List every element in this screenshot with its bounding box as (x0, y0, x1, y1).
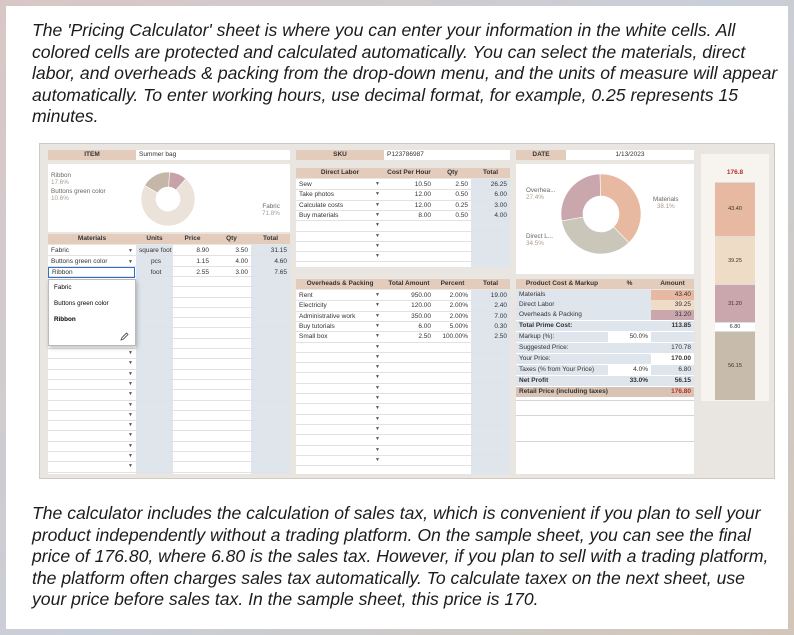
dropdown-arrow-icon[interactable]: ▼ (375, 446, 380, 453)
summary-taxes-label: Taxes (% from Your Price) (516, 365, 608, 375)
dropdown-arrow-icon[interactable]: ▼ (375, 292, 380, 298)
dropdown-arrow-icon[interactable]: ▼ (375, 302, 380, 309)
grid-row-line (296, 445, 510, 446)
pie-label-labor: Direct L... 34.5% (526, 233, 553, 247)
dropdown-arrow-icon[interactable]: ▼ (128, 463, 133, 470)
dropdown-arrow-icon[interactable]: ▼ (128, 432, 133, 439)
materials-total-column (251, 245, 290, 474)
grid-row-line (48, 379, 290, 380)
dropdown-arrow-icon[interactable]: ▼ (128, 380, 133, 387)
overheads-cell[interactable]: 100.00% (442, 333, 468, 341)
dropdown-arrow-icon[interactable]: ▼ (375, 405, 380, 412)
dropdown-arrow-icon[interactable]: ▼ (375, 201, 380, 208)
labor-cell[interactable]: 2.50 (455, 181, 468, 188)
overheads-col-amount: Total Amount (384, 279, 434, 289)
labor-cell[interactable]: 12.00 (414, 201, 431, 209)
material-row-unit: pcs (150, 258, 162, 265)
dropdown-arrow-icon[interactable]: ▼ (375, 322, 380, 329)
summary-suggested-pct (608, 343, 651, 353)
stack-segment-4: 56.15 (715, 331, 755, 400)
dropdown-arrow-icon[interactable]: ▼ (128, 391, 133, 398)
summary-net-amount: 56.15 (651, 376, 694, 386)
material-row-price[interactable]: 8.90 (196, 247, 209, 254)
grid-row-line (48, 400, 290, 401)
dropdown-arrow-icon[interactable]: ▼ (375, 242, 380, 249)
summary-col-name: Product Cost & Markup (516, 279, 608, 289)
grid-row-line (296, 231, 510, 232)
pencil-icon[interactable] (120, 332, 129, 341)
markup-input[interactable]: 50.0% (608, 332, 651, 342)
stack-segment-2: 31.20 (715, 284, 755, 322)
pie-label-ribbon: Ribbon 17.6% (51, 172, 71, 186)
summary-taxes-amount: 6.80 (651, 365, 694, 375)
grid-row-line (48, 441, 290, 442)
summary-divider (516, 400, 694, 401)
summary-col-pct: % (608, 279, 651, 289)
summary-markup-amount (651, 332, 694, 342)
item-label: ITEM (48, 150, 136, 160)
grid-row-line (296, 403, 510, 404)
labor-cell[interactable]: 0.25 (455, 201, 468, 209)
cost-breakdown-pie-chart (559, 172, 643, 256)
material-row-unit: foot (150, 269, 162, 276)
dropdown-arrow-icon[interactable]: ▼ (375, 253, 380, 260)
grid-row-line (296, 393, 510, 394)
grid-row-line (48, 451, 290, 452)
overheads-cell: 0.30 (494, 322, 507, 330)
pie-label-buttons: Buttons green color 10.6% (51, 188, 106, 202)
materials-dropdown-menu[interactable] (48, 279, 136, 346)
overheads-cell: 2.40 (494, 302, 507, 310)
dropdown-arrow-icon[interactable]: ▼ (375, 343, 380, 350)
material-row-total: 7.65 (274, 269, 287, 276)
grid-row-line (296, 372, 510, 373)
labor-cell[interactable]: Buy materials (299, 211, 339, 219)
overheads-cell[interactable]: 2.50 (418, 333, 431, 341)
dropdown-arrow-icon[interactable]: ▼ (375, 395, 380, 401)
overheads-col-name: Overheads & Packing (296, 279, 384, 289)
labor-cell[interactable]: 12.00 (414, 191, 431, 199)
dropdown-arrow-icon[interactable]: ▼ (128, 360, 133, 367)
dropdown-arrow-icon[interactable]: ▼ (375, 353, 380, 360)
material-row-total: 31.15 (270, 247, 287, 254)
summary-prime-pct (608, 321, 651, 331)
dropdown-arrow-icon[interactable]: ▼ (375, 384, 380, 391)
dropdown-arrow-icon[interactable]: ▼ (375, 232, 380, 239)
grid-row-line (48, 420, 290, 421)
materials-col-price: Price (173, 234, 212, 244)
grid-row-line (296, 251, 510, 252)
overheads-col-total: Total (471, 279, 510, 289)
dropdown-arrow-icon[interactable]: ▼ (128, 422, 133, 429)
summary-yourprice-pct (608, 354, 651, 364)
overheads-cell[interactable]: Administrative work (299, 312, 356, 320)
grid-row-line (48, 369, 290, 370)
labor-cell[interactable]: Calculate costs (299, 201, 344, 209)
overheads-col-percent: Percent (434, 279, 471, 289)
dropdown-arrow-icon[interactable]: ▼ (128, 453, 133, 459)
summary-labor-amount: 39.25 (651, 300, 694, 310)
overheads-cell[interactable]: Buy tutorials (299, 322, 335, 330)
date-input[interactable]: 1/13/2023 (566, 150, 694, 160)
grid-row-line (296, 383, 510, 384)
price-stacked-bar (715, 182, 755, 400)
dropdown-arrow-icon[interactable]: ▼ (128, 350, 133, 356)
dropdown-option-fabric[interactable]: Fabric (54, 284, 72, 291)
cost-pie-slice-0 (561, 174, 601, 221)
dropdown-arrow-icon[interactable]: ▼ (375, 222, 380, 229)
dropdown-arrow-icon[interactable]: ▼ (375, 191, 380, 198)
grid-row-line (48, 430, 290, 431)
labor-cell[interactable]: 10.50 (414, 181, 431, 188)
summary-materials-pct (608, 290, 651, 300)
labor-cell: 4.00 (494, 211, 507, 219)
labor-cell[interactable]: Sew (299, 181, 312, 188)
grid-row-line (296, 414, 510, 415)
materials-col-name: Materials (48, 234, 136, 244)
dropdown-arrow-icon[interactable]: ▼ (375, 425, 380, 432)
labor-cell: 3.00 (494, 201, 507, 209)
dropdown-arrow-icon[interactable]: ▼ (128, 401, 133, 408)
dropdown-arrow-icon[interactable]: ▼ (128, 442, 133, 449)
material-row-total: 4.60 (274, 258, 287, 265)
grid-row-line (48, 461, 290, 462)
dropdown-arrow-icon[interactable]: ▼ (128, 370, 133, 377)
summary-divider (516, 441, 694, 442)
overheads-cell[interactable]: 350.00 (411, 312, 431, 320)
summary-overheads-amount: 31.20 (651, 310, 694, 320)
grid-row-line (296, 455, 510, 456)
summary-retail-amount: 176.80 (651, 387, 694, 397)
dropdown-arrow-icon[interactable]: ▼ (128, 411, 133, 418)
materials-col-units: Units (136, 234, 173, 244)
material-row-price[interactable]: 1.15 (196, 258, 209, 265)
materials-units-column (136, 245, 173, 474)
overheads-cell[interactable]: Rent (299, 292, 313, 299)
summary-markup-label: Markup (%): (516, 332, 608, 342)
summary-divider (516, 415, 694, 416)
material-row-unit: square foot (139, 247, 172, 254)
summary-overheads-pct (608, 310, 651, 320)
grid-row-line (296, 465, 510, 466)
material-row-name-active[interactable]: Ribbon (48, 267, 135, 278)
materials-price-qty-column (173, 245, 251, 474)
dropdown-arrow-icon[interactable]: ▼ (128, 248, 133, 254)
grid-row-line (296, 352, 510, 353)
overheads-cell[interactable]: 120.00 (411, 302, 431, 310)
summary-retail-label: Retail Price (including taxes) (516, 387, 651, 397)
grid-row-line (296, 241, 510, 242)
tax-rate-input[interactable]: 4.0% (608, 365, 651, 375)
summary-suggested-amount: 170.78 (651, 343, 694, 353)
labor-cell[interactable]: 0.50 (455, 191, 468, 199)
material-row-qty[interactable]: 4.00 (235, 258, 248, 265)
dropdown-arrow-icon[interactable]: ▼ (375, 456, 380, 463)
summary-labor-pct (608, 300, 651, 310)
dropdown-arrow-icon[interactable]: ▼ (375, 312, 380, 319)
dropdown-arrow-icon[interactable]: ▼ (375, 436, 380, 443)
grid-row-line (296, 434, 510, 435)
dropdown-arrow-icon[interactable]: ▼ (375, 211, 380, 218)
material-row-price[interactable]: 2.55 (196, 269, 209, 276)
overheads-cell: 7.00 (494, 312, 507, 320)
material-row-name[interactable]: Fabric (51, 247, 70, 254)
overheads-cell: 2.50 (494, 333, 507, 341)
dropdown-option-ribbon[interactable]: Ribbon (54, 316, 76, 323)
overheads-cell[interactable]: 2.00% (449, 292, 468, 299)
summary-col-amount: Amount (651, 279, 694, 289)
grid-row-line (48, 389, 290, 390)
materials-col-qty: Qty (212, 234, 251, 244)
summary-materials-amount: 43.40 (651, 290, 694, 300)
material-row-name[interactable]: Buttons green color (51, 258, 108, 265)
grid-row-line (296, 424, 510, 425)
summary-net-pct: 33.0% (608, 376, 651, 386)
dropdown-arrow-icon[interactable]: ▼ (375, 364, 380, 371)
grid-row-line (296, 362, 510, 363)
grid-row-line (296, 261, 510, 262)
overheads-cell[interactable]: Electricity (299, 302, 327, 310)
sku-label: SKU (296, 150, 384, 160)
pie-label-overheads: Overhea... 27.4% (526, 187, 556, 201)
materials-col-total: Total (251, 234, 290, 244)
overheads-cell[interactable]: 950.00 (411, 292, 431, 299)
stack-segment-1: 39.25 (715, 236, 755, 284)
overheads-cell: 19.00 (490, 292, 507, 299)
labor-cell[interactable]: Take photos (299, 191, 335, 199)
dropdown-arrow-icon[interactable]: ▼ (375, 333, 380, 340)
labor-cell: 26.25 (490, 181, 507, 188)
overheads-cell[interactable]: 2.00% (449, 312, 468, 320)
outro-paragraph: The calculator includes the calculation of sales tax, which is convenient if you plan to sell your product independently without a trading platform. On the sample sheet, you can see the final price of 176.80, where 6.80 is the sales tax. However, if you plan to sell with a trading platform, the platform often charges sales tax automatically. To calculate taxex on the next sheet, use your price before sales tax. In the sample sheet, this price is 170. (32, 503, 769, 610)
stack-segment-3: 6.80 (715, 322, 755, 330)
dropdown-option-buttons[interactable]: Buttons green color (54, 300, 109, 307)
summary-materials-label: Materials (516, 290, 608, 300)
pie-label-fabric: Fabric 71.8% (262, 203, 280, 217)
labor-cell: 6.00 (494, 191, 507, 199)
overheads-cell[interactable]: Small box (299, 333, 328, 341)
material-row-qty[interactable]: 3.50 (235, 247, 248, 254)
labor-col-name: Direct Labor (296, 168, 384, 178)
your-price-input[interactable]: 170.00 (651, 354, 694, 364)
sku-input[interactable]: P123786987 (384, 150, 510, 160)
summary-overheads-label: Overheads & Packing (516, 310, 608, 320)
summary-yourprice-label: Your Price: (516, 354, 608, 364)
stack-segment-0: 43.40 (715, 182, 755, 236)
summary-labor-label: Direct Labor (516, 300, 608, 310)
dropdown-arrow-icon[interactable]: ▼ (375, 415, 380, 422)
overheads-cell[interactable]: 6.00 (418, 322, 431, 330)
pricing-calculator-sheet (39, 143, 775, 479)
intro-paragraph: The 'Pricing Calculator' sheet is where you can enter your information in the white cells. All colored cells are protected and calculated automatically. You can select the materials, direct labor, and overheads & packing from the drop-down menu, and the units of measure will appear automatically. To enter working hours, use decimal format, for example, 0.25 represents 15 minutes. (32, 20, 778, 127)
stack-total-label: 176.8 (726, 169, 744, 176)
dropdown-arrow-icon[interactable]: ▼ (375, 181, 380, 187)
summary-prime-amount: 113.85 (651, 321, 694, 331)
dropdown-arrow-icon[interactable]: ▼ (375, 374, 380, 381)
labor-cell[interactable]: 8.00 (418, 211, 431, 219)
labor-col-qty: Qty (434, 168, 471, 178)
grid-row-line (48, 410, 290, 411)
materials-pie-chart (136, 170, 200, 228)
summary-suggested-label: Suggested Price: (516, 343, 608, 353)
grid-row-line (48, 472, 290, 473)
grid-row-line (48, 358, 290, 359)
grid-row-line (48, 348, 290, 349)
summary-net-label: Net Profit (516, 376, 608, 386)
labor-col-total: Total (471, 168, 510, 178)
dropdown-arrow-icon[interactable]: ▼ (128, 259, 133, 265)
labor-cell[interactable]: 0.50 (455, 211, 468, 219)
overheads-cell[interactable]: 5.00% (449, 322, 468, 330)
material-row-qty[interactable]: 3.00 (235, 269, 248, 276)
overheads-cell[interactable]: 2.00% (449, 302, 468, 310)
item-input[interactable]: Summer bag (136, 150, 290, 160)
pie-label-materials: Materials 38.1% (653, 196, 679, 210)
date-label: DATE (516, 150, 566, 160)
labor-col-cost: Cost Per Hour (384, 168, 434, 178)
summary-prime-label: Total Prime Cost: (516, 321, 608, 331)
